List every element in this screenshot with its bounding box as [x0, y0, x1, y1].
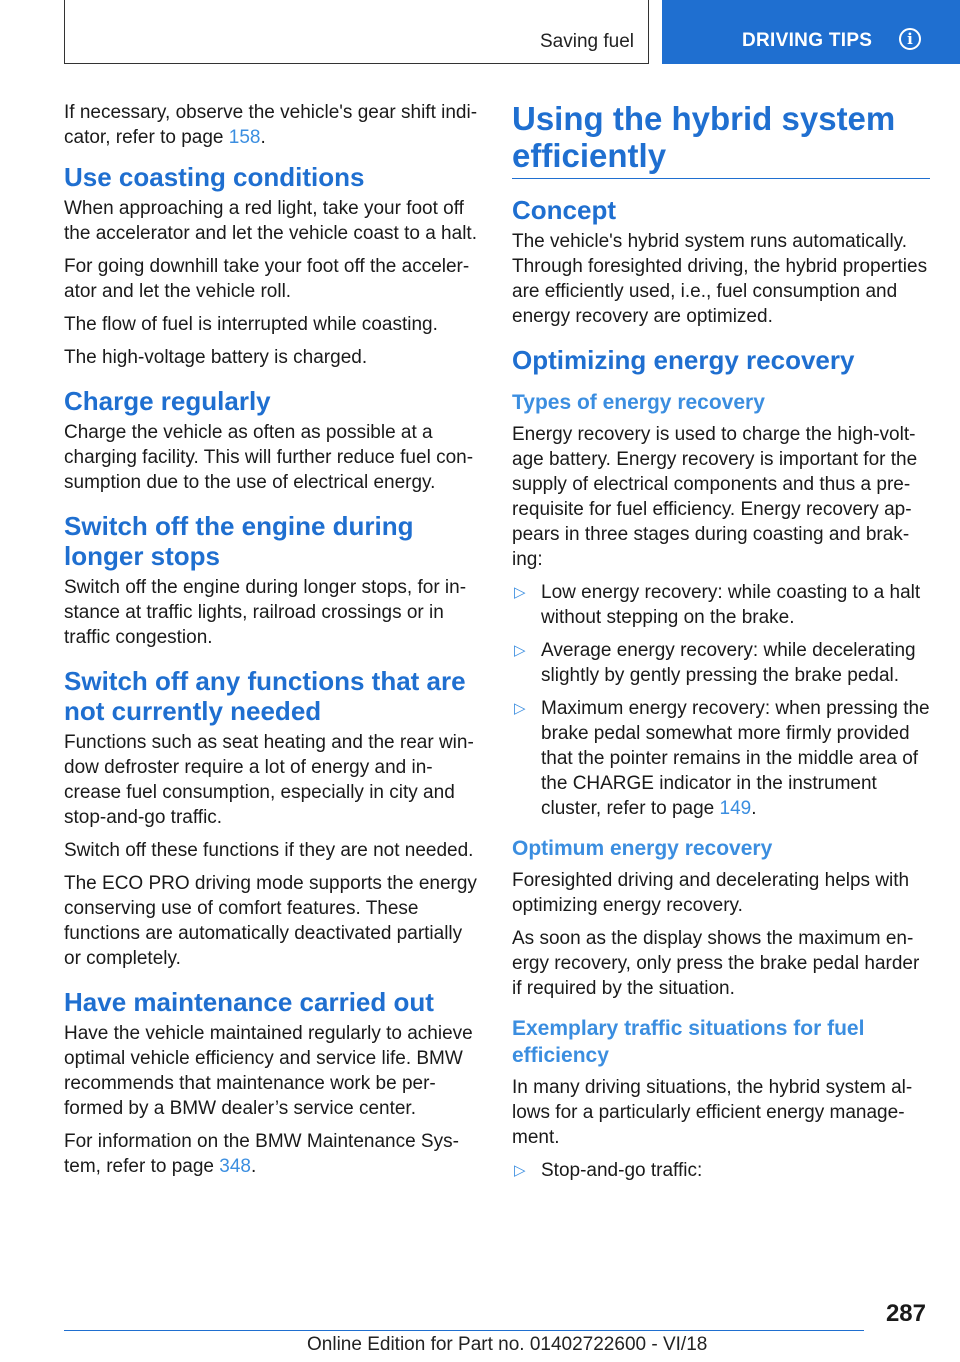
bullet-triangle-icon: ▷	[514, 642, 526, 659]
coasting-p1: When approaching a red light, take your foot off the accelerator and let the vehicle coast to a halt.	[64, 198, 477, 244]
page-number: 287	[885, 1300, 926, 1327]
list-item-text: Average energy recovery: while decelerating slightly by gently pressing the brake pedal.	[541, 640, 916, 686]
maintenance-p2-text: For information on the BMW Maintenance System, refer to page	[64, 1131, 459, 1177]
intro-paragraph: If necessary, observe the vehicle's gear shift indicator, refer to page 158.	[64, 102, 478, 148]
charge-p1: Charge the vehicle as often as possible at a charging facility. This will further reduce fuel consumption due to the use of electrical energy.	[64, 422, 474, 493]
header-section-box	[64, 0, 649, 64]
exemplary-list	[512, 1158, 930, 1183]
list-item	[512, 638, 930, 688]
bullet-triangle-icon: ▷	[514, 700, 526, 717]
exemplary-p1: In many driving situations, the hybrid system allows for a particularly efficient energy management.	[512, 1077, 913, 1148]
heading-functions-off: Switch off any functions that are not currently needed	[64, 666, 466, 726]
list-item-text: Maximum energy recovery: when pressing the brake pedal somewhat more firmly provided that the pointer remains in the middle area of the CHARGE indicator in the instrument cluster, refer to page	[541, 698, 930, 819]
optimum-p2: As soon as the display shows the maximum energy recovery, only press the brake pedal harder if required by the situation.	[512, 928, 920, 999]
heading-optimizing: Optimizing energy recovery	[512, 345, 855, 375]
engine-off-p1: Switch off the engine during longer stops, for instance at traffic lights, railroad crossings or in traffic congestion.	[64, 577, 467, 648]
page-link-158[interactable]: 158	[228, 127, 261, 148]
types-p1: Energy recovery is used to charge the high-voltage battery. Energy recovery is important for the supply of electrical components and thus a prerequisite for fuel efficiency. Energy recovery appears in three stages during coasting and braking:	[512, 424, 918, 570]
concept-p1: The vehicle's hybrid system runs automatically. Through foresighted driving, the hybrid properties are efficiently used, i.e., fuel consumption and energy recovery are optimized.	[512, 231, 928, 327]
main-heading: Using the hybrid system efficiently	[512, 100, 930, 179]
section-title: Saving fuel	[539, 31, 634, 52]
coasting-p2: For going downhill take your foot off the accelerator and let the vehicle roll.	[64, 256, 470, 302]
chapter-tab[interactable]	[662, 0, 960, 64]
maintenance-p2: For information on the BMW Maintenance System, refer to page 348.	[64, 1131, 459, 1177]
page-link-149[interactable]: 149	[719, 798, 752, 819]
heading-engine-off: Switch off the engine during longer stops	[64, 511, 414, 571]
right-column	[512, 100, 930, 1191]
bullet-triangle-icon: ▷	[514, 584, 526, 601]
chapter-title: DRIVING TIPS	[742, 30, 873, 51]
coasting-p3: The flow of fuel is interrupted while coasting.	[64, 314, 438, 335]
maintenance-p1: Have the vehicle maintained regularly to achieve optimal vehicle efficiency and service life. BMW recommends that maintenance work be performed by a BMW dealer’s service center.	[64, 1023, 473, 1119]
list-item-text: Stop-and-go traffic:	[541, 1160, 703, 1181]
intro-text: If necessary, observe the vehicle's gear shift indicator, refer to page	[64, 102, 478, 148]
page-link-348[interactable]: 348	[219, 1156, 251, 1177]
functions-off-p1: Functions such as seat heating and the rear window defroster require a lot of energy and increase fuel consumption, especially in city and stop-and-go traffic.	[64, 732, 474, 828]
list-item: ▷ Maximum energy recovery: when pressing the brake pedal somewhat more firmly provided that the pointer remains in the middle area of the CHARGE indicator in the instrument cluster, refer to page 149.	[514, 698, 930, 819]
list-item-text: Low energy recovery: while coasting to a halt without stepping on the brake.	[541, 582, 921, 628]
bullet-triangle-icon: ▷	[514, 1162, 526, 1179]
heading-charge: Charge regularly	[64, 386, 271, 416]
left-column	[64, 100, 482, 1187]
info-icon[interactable]: i	[899, 28, 921, 50]
heading-concept: Concept	[512, 195, 616, 225]
list-item	[512, 1158, 930, 1183]
footer-divider	[64, 1330, 864, 1331]
heading-coasting: Use coasting conditions	[64, 162, 365, 192]
functions-off-p3: The ECO PRO driving mode supports the energy conserving use of comfort features. These functions are automatically deactivated partially or completely.	[64, 873, 477, 969]
footer-edition: Online Edition for Part no. 01402722600 - VI/18	[307, 1334, 708, 1355]
optimum-p1: Foresighted driving and decelerating helps with optimizing energy recovery.	[512, 870, 910, 916]
heading-maintenance: Have maintenance carried out	[64, 987, 434, 1017]
types-list	[512, 580, 930, 821]
heading-optimum: Optimum energy recovery	[512, 837, 773, 860]
functions-off-p2: Switch off these functions if they are not needed.	[64, 840, 474, 861]
heading-types: Types of energy recovery	[512, 391, 765, 414]
heading-exemplary: Exemplary traffic situations for fuel efficiency	[512, 1017, 865, 1067]
list-item	[512, 580, 930, 630]
coasting-p4: The high-voltage battery is charged.	[64, 347, 368, 368]
